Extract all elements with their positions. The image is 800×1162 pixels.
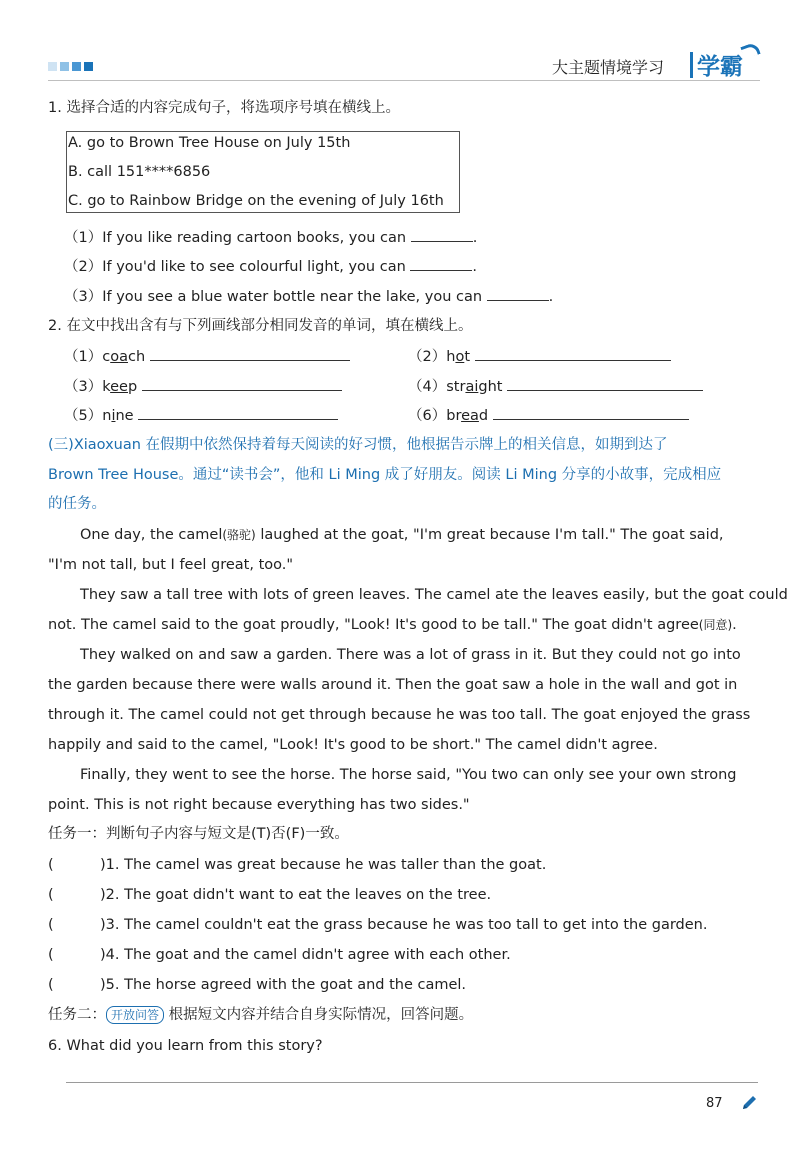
task1-title: 任务一：判断句子内容与短文是(T)否(F)一致。 [48, 826, 349, 842]
q1-option-c: C. go to Rainbow Bridge on the evening of July 16th [68, 193, 444, 209]
answer-paren[interactable]: ( [48, 977, 54, 993]
q6-question: 6. What did you learn from this story? [48, 1038, 323, 1054]
story-p1-line-1 [48, 525, 758, 545]
answer-paren[interactable]: ( [48, 917, 54, 933]
q2-item-1 [64, 346, 350, 367]
header-dot [72, 62, 81, 71]
header-dot [84, 62, 93, 71]
brand-logo-swoosh [740, 41, 760, 59]
answer-blank[interactable] [475, 346, 671, 361]
answer-blank[interactable] [150, 346, 350, 361]
task2-prefix: 任务二： [48, 1007, 106, 1023]
gloss: (同意) [698, 618, 733, 632]
story-p3-line-3: through it. The camel could not get through because he was too tall. The goat enjoyed the grass [48, 707, 751, 723]
task1-item-4 [48, 945, 511, 965]
answer-blank[interactable] [487, 286, 549, 301]
answer-blank[interactable] [138, 405, 338, 420]
pencil-icon [740, 1094, 758, 1112]
q1-item-3 [64, 286, 553, 307]
task1-item-5 [48, 975, 466, 995]
statement: )4. The goat and the camel didn't agree with each other. [100, 947, 511, 963]
section-intro-line-3: 的任务。 [48, 496, 106, 512]
task2-text: 根据短文内容并结合自身实际情况，回答问题。 [164, 1007, 474, 1023]
q2-instruction: 2. 在文中找出含有与下列画线部分相同发音的单词，填在横线上。 [48, 318, 473, 334]
task1-item-2 [48, 885, 491, 905]
gloss: (骆驼) [222, 528, 256, 542]
task1-item-1 [48, 855, 546, 875]
story-p4-line-2: point. This is not right because everything has two sides." [48, 797, 470, 813]
header-title: 大主题情境学习 [552, 58, 665, 77]
task1-item-3 [48, 915, 708, 935]
statement: )2. The goat didn't want to eat the leaves on the tree. [100, 887, 492, 903]
answer-blank[interactable] [507, 376, 703, 391]
q2-item-3 [64, 376, 342, 397]
header-dot [48, 62, 57, 71]
story-text: laughed at the goat, "I'm great because I'm tall." The goat said, [255, 527, 724, 543]
q1-item-text: （1）If you like reading cartoon books, you can [64, 230, 407, 246]
q1-item-end: . [472, 259, 477, 275]
q1-item-1 [64, 227, 477, 248]
story-p3-line-1: They walked on and saw a garden. There was a lot of grass in it. But they could not go into [80, 647, 741, 663]
answer-blank[interactable] [493, 405, 689, 420]
item-number: （3） [64, 379, 103, 395]
target-word: straight [446, 379, 503, 395]
q1-item-text: （2）If you'd like to see colourful light, you can [64, 259, 406, 275]
q2-item-5 [64, 405, 338, 426]
header-decoration [48, 62, 93, 71]
header-rule [48, 80, 760, 81]
page-number: 87 [706, 1096, 723, 1111]
item-number: （2） [408, 349, 447, 365]
q1-item-end: . [548, 289, 554, 305]
story-text: not. The camel said to the goat proudly, "Look! It's good to be tall." The goat didn't agree [48, 617, 699, 633]
q1-option-b: B. call 151****6856 [68, 164, 211, 180]
story-p3-line-4: happily and said to the camel, "Look! It's good to be short." The camel didn't agree. [48, 737, 658, 753]
story-p4-line-1: Finally, they went to see the horse. The horse said, "You two can only see your own strong [80, 767, 737, 783]
item-number: （4） [408, 379, 447, 395]
target-word: nine [102, 408, 134, 424]
task2-title [48, 1005, 473, 1025]
answer-paren[interactable]: ( [48, 947, 54, 963]
answer-blank[interactable] [411, 227, 473, 242]
target-word: bread [446, 408, 489, 424]
header-divider [690, 52, 693, 78]
target-word: coach [102, 349, 146, 365]
item-number: （5） [64, 408, 103, 424]
answer-paren[interactable]: ( [48, 857, 54, 873]
story-text: . [732, 617, 737, 633]
header-dot [60, 62, 69, 71]
story-p2-line-1: They saw a tall tree with lots of green leaves. The camel ate the leaves easily, but the goat could [80, 587, 788, 603]
target-word: hot [446, 349, 470, 365]
item-number: （6） [408, 408, 447, 424]
answer-paren[interactable]: ( [48, 887, 54, 903]
q2-item-2 [408, 346, 671, 367]
q2-item-6 [408, 405, 689, 426]
section-intro-line-1: (三)Xiaoxuan 在假期中依然保持着每天阅读的好习惯，他根据告示牌上的相关信息，如期到达了 [48, 437, 668, 453]
story-p2-line-2 [48, 615, 758, 635]
q1-item-2 [64, 256, 477, 277]
statement: )3. The camel couldn't eat the grass because he was too tall to get into the garden. [100, 917, 708, 933]
answer-blank[interactable] [142, 376, 342, 391]
section-intro-line-2: Brown Tree House。通过“读书会”，他和 Li Ming 成了好朋友。阅读 Li Ming 分享的小故事，完成相应 [48, 467, 722, 483]
q2-item-4 [408, 376, 703, 397]
statement: )1. The camel was great because he was taller than the goat. [100, 857, 547, 873]
story-p3-line-2: the garden because there were walls around it. Then the goat saw a hole in the wall and got in [48, 677, 738, 693]
brand-logo: 学霸 [697, 54, 743, 80]
story-p1-line-2: "I'm not tall, but I feel great, too." [48, 557, 294, 573]
q1-option-a: A. go to Brown Tree House on July 15th [68, 135, 351, 151]
answer-line[interactable] [66, 1082, 758, 1083]
item-number: （1） [64, 349, 103, 365]
target-word: keep [102, 379, 138, 395]
story-text: One day, the camel [80, 527, 223, 543]
statement: )5. The horse agreed with the goat and the camel. [100, 977, 467, 993]
answer-blank[interactable] [410, 256, 472, 271]
q1-item-end: . [472, 230, 478, 246]
q1-item-text: （3）If you see a blue water bottle near the lake, you can [64, 289, 483, 305]
open-question-tag: 开放问答 [106, 1006, 164, 1024]
q1-instruction: 1. 选择合适的内容完成句子，将选项序号填在横线上。 [48, 100, 400, 116]
